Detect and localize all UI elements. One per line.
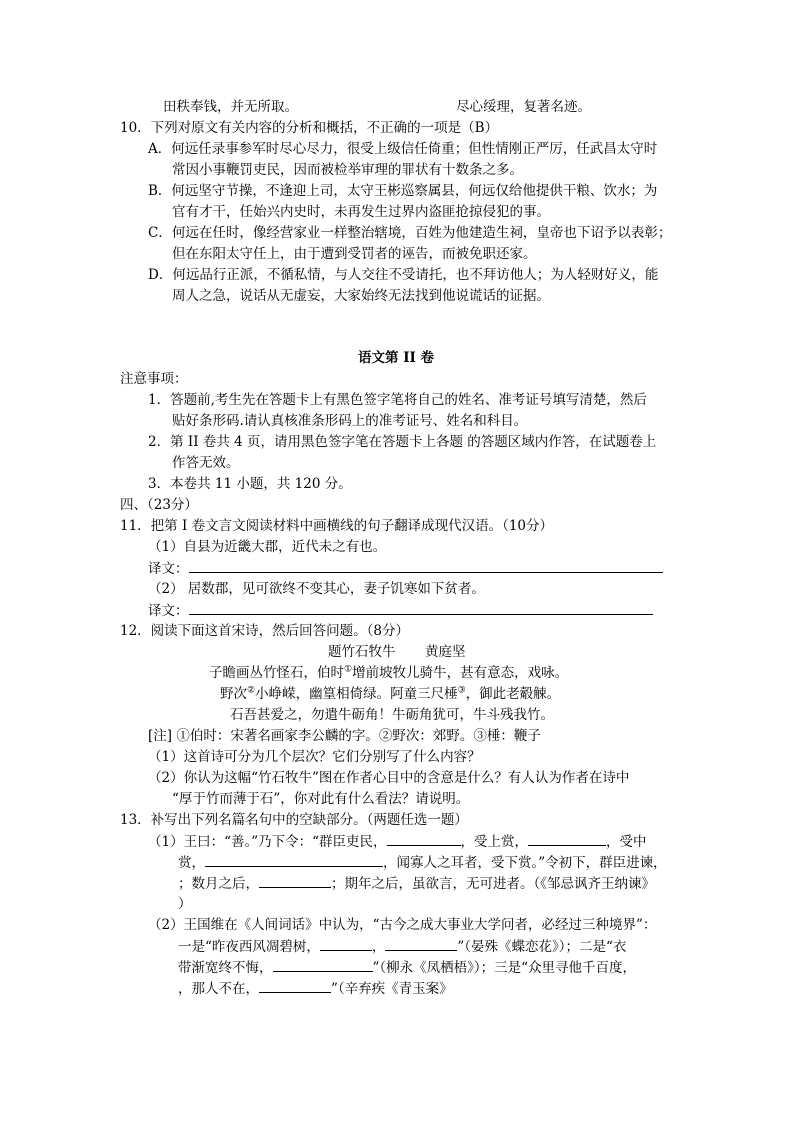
passage-2-line4: ，那人不在， ”（辛弃疾《青玉案》 bbox=[178, 981, 453, 997]
translation-2 bbox=[148, 601, 653, 620]
question-11-stem: 11．把第 I 卷文言文阅读材料中画横线的句子翻译成现代汉语。（10分） bbox=[120, 518, 554, 534]
option-d-line1: D．何远品行正派，不循私情，与人交往不受请托，也不拜访他人；为人轻财好义，能 bbox=[148, 267, 659, 283]
translation-label: 译文： bbox=[148, 561, 189, 577]
blank[interactable] bbox=[385, 937, 457, 951]
translation-1-blank[interactable] bbox=[189, 559, 663, 573]
question-11-sentence-1: （1）自县为近畿大郡，近代未之有也。 bbox=[148, 539, 387, 555]
passage-1-line1: （1）王曰：“善。”乃下令：“群臣吏民， ，受上赏， ，受中 bbox=[148, 834, 647, 850]
question-12-sub-2-line1: （2）你认为这幅“竹石牧牛”图在作者心目中的含意是什么？有人认为作者在诗中 bbox=[148, 770, 630, 786]
poem-line-1: 野次②小峥嵘，幽篁相倚绿。阿童三尺棰③，御此老觳觫。 bbox=[220, 685, 561, 702]
translation-2-blank[interactable] bbox=[189, 601, 653, 615]
passage-2-line3: 带渐宽终不悔， ”（柳永《凤栖梧》）；三是“众里寻他千百度， bbox=[178, 960, 637, 976]
option-a-line2: 常因小事鞭罚吏民，因而被检举审理的罪状有十数条之多。 bbox=[172, 162, 523, 178]
part-4-heading: 四、（23分） bbox=[120, 497, 198, 513]
translation-label: 译文： bbox=[148, 603, 189, 619]
option-b-line1: B．何远坚守节操，不逢迎上司，太守王彬巡察属县，何远仅给他提供干粮、饮水；为 bbox=[148, 183, 658, 199]
passage-2-line1: （2）王国维在《人间词话》中认为，“古今之成大事业大学问者，必经过三种境界”： bbox=[148, 917, 657, 933]
translation-1 bbox=[148, 559, 663, 578]
note-2-line2: 作答无效。 bbox=[172, 455, 240, 471]
note-2-line1: 2．第 II 卷共 4 页，请用黑色签字笔在答题卡上各题 的答题区域内作答，在试题卷上 bbox=[148, 434, 657, 450]
top-fragment-left: 田秩奉钱，并无所取。 bbox=[163, 99, 298, 115]
question-12-sub-1: （1）这首诗可分为几个层次？它们分别写了什么内容？ bbox=[148, 749, 481, 765]
question-12-sub-2-line2: “厚于竹而薄于石”，你对此有什么看法？请说明。 bbox=[172, 791, 470, 807]
option-a-line1: A．何远任录事参军时尽心尽力，很受上级信任倚重；但性情刚正严厉，任武昌太守时 bbox=[148, 141, 658, 157]
poem-line-2: 石吾甚爱之，勿遣牛砺角！牛砺角犹可，牛斗残我竹。 bbox=[230, 707, 554, 723]
note-3: 3．本卷共 11 小题，共 120 分。 bbox=[148, 476, 352, 492]
blank[interactable] bbox=[387, 832, 461, 846]
note-1-line2: 贴好条形码.请认真核准条形码上的准考证号、姓名和科目。 bbox=[172, 413, 528, 429]
passage-2-line2: 一是“昨夜西风凋碧树， ， ”（晏殊《蝶恋花》）；二是“衣 bbox=[178, 939, 627, 955]
passage-1-line2: 赏， ，闻寡人之耳者，受下赏。”令初下，群臣进谏， bbox=[178, 855, 667, 871]
passage-1-line4: ） bbox=[178, 896, 192, 912]
blank[interactable] bbox=[205, 853, 383, 867]
question-11-sentence-2: （2） 居数郡，见可欲终不变其心，妻子饥寒如下贫者。 bbox=[148, 581, 485, 597]
poem-preface: 子瞻画丛竹怪石，伯时①增前坡牧儿骑牛，甚有意态，戏咏。 bbox=[209, 664, 569, 681]
option-d-line2: 周人之急，说话从无虚妄，大家始终无法找到他说谎话的证据。 bbox=[172, 288, 550, 304]
passage-1-line3: ；数月之后， ；期年之后，虽欲言，无可进者。（《邹忌讽齐王纳谏》 bbox=[178, 876, 655, 892]
question-10-stem: 10．下列对原文有关内容的分析和概括，不正确的一项是（B） bbox=[120, 120, 499, 136]
blank[interactable] bbox=[320, 937, 372, 951]
top-fragment-right: 尽心绥理，复著名迹。 bbox=[456, 99, 591, 115]
question-13-stem: 13．补写出下列名篇名句中的空缺部分。（两题任选一题） bbox=[120, 812, 468, 828]
option-c-line1: C．何远在任时，像经营家业一样整治辖境，百姓为他建造生祠，皇帝也下诏予以表彰； bbox=[148, 225, 672, 241]
poem-author: 黄庭坚 bbox=[425, 644, 466, 660]
blank[interactable] bbox=[528, 832, 606, 846]
notes-heading: 注意事项： bbox=[120, 371, 188, 387]
option-b-line2: 官有才干，任始兴内史时，未再发生过界内盗匪抢掠侵犯的事。 bbox=[172, 204, 550, 220]
poem-notes: [注] ①伯时：宋著名画家李公麟的字。②野次：郊野。③棰：鞭子 bbox=[148, 728, 541, 744]
blank[interactable] bbox=[259, 979, 331, 993]
option-c-line2: 但在东阳太守任上，由于遭到受罚者的诬告，而被免职还家。 bbox=[172, 246, 537, 262]
note-1-line1: 1．答题前,考生先在答题卡上有黑色签字笔将自己的姓名、准考证号填写清楚，然后 bbox=[148, 392, 647, 408]
section-title: 语文第 II 卷 bbox=[358, 350, 435, 366]
blank[interactable] bbox=[273, 958, 373, 972]
question-12-stem: 12．阅读下面这首宋诗，然后回答问题。（8分） bbox=[120, 623, 410, 639]
poem-title: 题竹石牧牛 bbox=[328, 644, 396, 660]
blank[interactable] bbox=[259, 874, 331, 888]
